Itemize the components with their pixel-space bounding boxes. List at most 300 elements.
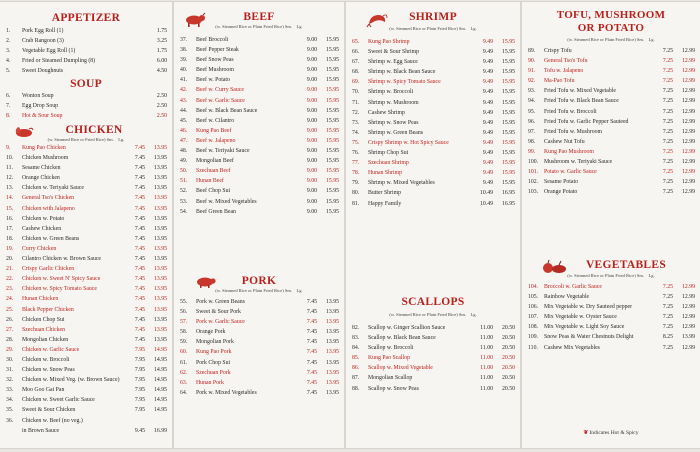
menu-item-name: Hunan Chicken (22, 296, 59, 303)
menu-item-num: 9. (6, 145, 11, 151)
menu-item-lg: 13.95 (153, 215, 167, 222)
menu-item-row (346, 333, 520, 343)
menu-item-num: 4. (6, 58, 11, 65)
menu-item-name: Pork Chop Sui (196, 359, 231, 366)
menu-item-name: Szechuan Chicken (22, 326, 65, 333)
menu-item-sm: 9.00 (306, 148, 317, 155)
menu-item-sm: 10.49 (479, 200, 493, 207)
menu-item-lg: 12.99 (681, 68, 695, 75)
menu-item-sm: 10.49 (479, 190, 493, 197)
menu-item-price: 1.75 (156, 28, 167, 34)
menu-item-lg: 14.95 (153, 397, 167, 404)
menu-item-lg: 13.95 (153, 296, 167, 303)
menu-item-lg: 14.95 (153, 367, 167, 374)
menu-item-name: Sweet Doughnuts (22, 68, 64, 75)
menu-item-lg: 12.99 (681, 304, 695, 311)
menu-item-row (522, 343, 700, 353)
menu-item-row (0, 153, 172, 163)
menu-item-row (0, 183, 172, 193)
menu-item-num: 106. (528, 304, 539, 311)
menu-item-name: Pork w. Mixed Vegetables (196, 389, 257, 396)
menu-item-name: Shrimp Chop Sui (368, 150, 409, 157)
menu-item-price: 4.50 (156, 68, 167, 75)
menu-item-num: 80. (352, 190, 360, 197)
menu-item-sm: 9.45 (134, 427, 145, 434)
menu-item-name: Fried Tofu w. Mushroom (544, 128, 603, 135)
menu-item-sm: 7.45 (134, 195, 145, 202)
menu-item-num: 91. (528, 68, 536, 75)
menu-item-num: 87. (352, 375, 360, 382)
menu-item-sm: 9.00 (306, 178, 317, 185)
menu-item-lg: 15.95 (501, 59, 515, 66)
menu-item-sm: 7.25 (662, 128, 673, 135)
menu-item-lg: 14.95 (153, 346, 167, 353)
menu-item-name: Shrimp w. Spicy Tomato Sauce (368, 79, 441, 86)
menu-item-sm: 9.49 (482, 49, 493, 56)
menu-item-name: Beef Pepper Steak (196, 47, 239, 54)
menu-item-lg: 15.95 (325, 208, 339, 215)
menu-item-name: Shrimp w. Mushroom (368, 99, 419, 106)
menu-item-name: Shrimp w. Egg Sauce (368, 59, 418, 66)
menu-item-sm: 9.00 (306, 168, 317, 175)
menu-item-lg: 12.99 (681, 88, 695, 95)
menu-item-sm: 9.49 (482, 89, 493, 96)
menu-item-lg: 15.95 (325, 168, 339, 175)
menu-item-row (522, 292, 700, 302)
menu-item-num: 22. (6, 276, 14, 283)
menu-item-row (174, 207, 344, 217)
menu-item-row (174, 45, 344, 55)
shrimp-lg-header: Lg. (470, 26, 477, 31)
menu-item-row (174, 327, 344, 337)
menu-item-row (0, 214, 172, 224)
menu-item-sm: 7.45 (306, 309, 317, 316)
menu-item-lg: 15.95 (325, 87, 339, 94)
menu-item-num: 105. (528, 294, 539, 301)
chicken-title: CHICKEN (65, 124, 123, 136)
menu-item-price: 2.50 (156, 113, 167, 120)
menu-item-num: 72. (352, 109, 360, 116)
menu-item-lg: 15.95 (325, 67, 339, 74)
menu-item-row (0, 405, 172, 415)
menu-item-lg: 15.95 (501, 119, 515, 126)
menu-item-row (0, 66, 172, 76)
menu-item-lg: 12.99 (681, 48, 695, 54)
menu-item-num: 84. (352, 345, 360, 352)
menu-item-lg: 12.99 (681, 324, 695, 331)
menu-item-row (522, 282, 700, 292)
menu-item-name: Happy Family (368, 200, 402, 207)
menu-item-row (346, 363, 520, 373)
menu-item-sm: 7.45 (134, 155, 145, 162)
menu-item-row (522, 86, 700, 96)
menu-item-row (0, 26, 172, 36)
appetizer-section (0, 12, 172, 76)
menu-item-sm: 7.25 (662, 159, 673, 166)
scallops-subtitle (346, 312, 520, 318)
menu-item-num: 97. (528, 128, 536, 135)
menu-item-name: Shrimp w. Broccoli (368, 89, 414, 96)
menu-item-name: Shrimp w. Black Bean Sauce (368, 69, 436, 76)
menu-item-row (522, 147, 700, 157)
menu-item-num: 79. (352, 180, 360, 187)
menu-item-row (346, 188, 520, 198)
menu-item-lg: 13.95 (153, 225, 167, 232)
menu-item-row (174, 317, 344, 327)
menu-item-lg: 13.95 (153, 336, 167, 343)
menu-item-name: Mix Vegetable w. Dry Sauteed pepper (544, 304, 633, 311)
menu-item-sm: 7.45 (134, 256, 145, 263)
menu-item-num: 50. (180, 168, 188, 175)
menu-item-num: 65. (352, 39, 360, 45)
menu-item-sm: 11.00 (480, 325, 493, 331)
menu-item-lg: 12.99 (681, 78, 695, 85)
menu-item-num: 12. (6, 175, 14, 182)
menu-item-num: 43. (180, 97, 188, 104)
menu-item-row (0, 335, 172, 345)
menu-item-row (522, 302, 700, 312)
menu-item-num: 70. (352, 89, 360, 96)
menu-item-name: Kung Pao Scallop (368, 355, 410, 362)
scallops-lg-header: Lg. (470, 312, 477, 317)
menu-item-row (0, 163, 172, 173)
chicken-subtitle-text: (w. Steamed Rice or Fried Rice) Sm. (47, 137, 114, 142)
menu-item-num: 95. (528, 108, 536, 115)
menu-item-name: Chicken w. Teriyaki Sauce (22, 185, 84, 192)
soup-list (0, 91, 172, 121)
menu-item-num: 60. (180, 349, 188, 356)
menu-item-sm: 7.25 (662, 58, 673, 65)
menu-item-price: 6.00 (156, 58, 167, 65)
menu-item-row (174, 307, 344, 317)
menu-item-name: Scallop w. Ginger Scallion Sauce (368, 325, 446, 331)
menu-item-row (0, 385, 172, 395)
beef-list (174, 35, 344, 217)
menu-item-sm: 7.25 (662, 324, 673, 331)
menu-item-name: Beef w. Garlic Sauce (196, 97, 245, 104)
menu-item-sm: 7.25 (662, 138, 673, 145)
vegetables-lg-header: Lg. (648, 273, 655, 278)
menu-item-lg: 13.95 (153, 306, 167, 313)
menu-item-num: 41. (180, 77, 188, 84)
menu-item-row (0, 254, 172, 264)
menu-item-row (174, 65, 344, 75)
menu-item-num: 8. (6, 113, 11, 120)
menu-item-num: 58. (180, 329, 188, 336)
menu-item-num: 18. (6, 235, 14, 242)
menu-item-sm: 9.49 (482, 99, 493, 106)
vegetables-section (522, 259, 700, 353)
menu-item-sm: 9.00 (306, 67, 317, 74)
menu-item-name: Fried Tofu w. Black Bean Sauce (544, 98, 619, 105)
menu-item-num: 99. (528, 148, 536, 155)
menu-item-name: Chicken w. Snow Peas (22, 367, 75, 374)
menu-item-sm: 7.45 (134, 336, 145, 343)
menu-item-row (346, 148, 520, 158)
menu-item-sm: 9.49 (482, 119, 493, 126)
menu-item-row (346, 108, 520, 118)
scallops-list (346, 323, 520, 394)
pig-icon (194, 275, 216, 289)
menu-item-sm: 7.25 (662, 78, 673, 85)
menu-item-name: Kung Pao Chicken (22, 145, 66, 151)
menu-item-row (522, 177, 700, 187)
spicy-legend-text: Indicates Hot & Spicy (589, 430, 639, 436)
menu-item-row (0, 305, 172, 315)
menu-item-num: 54. (180, 208, 188, 215)
menu-item-lg: 14.95 (153, 377, 167, 384)
menu-item-num: 78. (352, 170, 360, 177)
menu-item-name: Vegetable Egg Roll (1) (22, 48, 76, 55)
menu-item-name: Cilantro Chicken w. Brown Sauce (22, 256, 101, 263)
menu-item-row (174, 388, 344, 398)
menu-item-name: Kung Pao Shrimp (368, 39, 410, 45)
menu-item-lg: 13.95 (153, 276, 167, 283)
menu-item-name: Beef w. Mixed Vegetables (196, 198, 257, 205)
menu-item-name: Mongolian Chicken (22, 336, 69, 343)
menu-item-row (522, 66, 700, 76)
menu-item-name: Sweet & Sour Shrimp (368, 49, 420, 56)
menu-item-name: Chicken w. Spicy Tomato Sauce (22, 286, 97, 293)
menu-item-sm: 7.25 (662, 344, 673, 351)
menu-item-num: 11. (6, 165, 14, 172)
menu-item-lg: 14.95 (153, 387, 167, 394)
menu-item-name: General Tso's Tofu (544, 58, 588, 65)
menu-item-sm: 9.00 (306, 208, 317, 215)
menu-item-name: Ma-Pao Tofu (544, 78, 575, 85)
menu-item-row (0, 365, 172, 375)
menu-item-lg: 20.50 (501, 325, 515, 331)
menu-item-lg: 13.99 (681, 334, 695, 341)
menu-item-sm: 7.25 (662, 169, 673, 176)
menu-item-sm: 11.00 (480, 345, 493, 352)
menu-item-num: 83. (352, 335, 360, 342)
menu-item-num: 34. (6, 397, 14, 404)
menu-item-num: 85. (352, 355, 360, 362)
menu-item-lg: 13.95 (325, 349, 339, 356)
menu-item-row (522, 322, 700, 332)
appetizer-list (0, 26, 172, 76)
menu-item-sm: 7.45 (306, 339, 317, 346)
menu-item-sm: 7.25 (662, 304, 673, 311)
menu-item-num: 59. (180, 339, 188, 346)
menu-item-row (0, 395, 172, 405)
menu-item-lg: 13.95 (153, 326, 167, 333)
menu-item-lg: 15.95 (501, 69, 515, 76)
menu-item-name: Szechuan Pork (196, 369, 231, 376)
menu-item-row (0, 193, 172, 203)
menu-item-row (174, 35, 344, 45)
menu-item-lg: 13.95 (153, 316, 167, 323)
menu-item-lg: 12.99 (681, 284, 695, 290)
menu-item-name: Cashew Mix Vegetables (544, 344, 600, 351)
menu-item-name: Hunan Shrimp (368, 170, 402, 177)
menu-item-lg: 13.95 (153, 286, 167, 293)
menu-item-row (174, 197, 344, 207)
menu-item-row (0, 345, 172, 355)
cow-icon (182, 12, 206, 28)
menu-item-name: Mongolian Beef (196, 158, 234, 165)
menu-item-name: Chicken with Jalapeno (22, 205, 75, 212)
menu-item-sm: 9.49 (482, 69, 493, 76)
menu-item-lg: 13.95 (325, 359, 339, 366)
menu-item-num: 36. (6, 417, 14, 424)
menu-item-num: 90. (528, 58, 536, 65)
menu-item-num: 82. (352, 325, 360, 331)
menu-item-sm: 7.95 (134, 377, 145, 384)
menu-item-sm: 7.45 (134, 296, 145, 303)
menu-item-num: 75. (352, 139, 360, 146)
menu-item-sm: 7.45 (134, 225, 145, 232)
menu-item-row (0, 264, 172, 274)
menu-item-sm: 7.45 (134, 286, 145, 293)
menu-item-num: 42. (180, 87, 188, 94)
menu-item-num: 31. (6, 367, 14, 374)
menu-item-name: Fried Tofu w. Garlic Pepper Sauteed (544, 118, 629, 125)
menu-item-lg: 12.99 (681, 294, 695, 301)
menu-item-num: 109. (528, 334, 539, 341)
menu-item-name: Szechuan Beef (196, 168, 231, 175)
menu-item-lg: 15.95 (325, 57, 339, 64)
menu-item-sm: 9.00 (306, 117, 317, 124)
menu-item-num: 93. (528, 88, 536, 95)
menu-item-sm: 11.00 (480, 335, 493, 342)
menu-item-row (522, 96, 700, 106)
menu-item-name: General Tso's Chicken (22, 195, 75, 202)
menu-item-name: Beef w. Jalapeno (196, 137, 236, 144)
menu-item-lg: 14.95 (153, 407, 167, 414)
menu-item-sm: 7.25 (662, 48, 673, 54)
menu-item-row (346, 373, 520, 383)
menu-item-name: Orange Chicken (22, 175, 60, 182)
menu-item-name: Shrimp w. Mixed Vegetables (368, 180, 435, 187)
menu-item-row (522, 46, 700, 56)
menu-item-sm: 7.25 (662, 284, 673, 290)
soup-section (0, 78, 172, 121)
menu-panel-1 (0, 2, 172, 448)
menu-item-name: Orange Potato (544, 189, 578, 196)
beef-lg-header: Lg. (296, 24, 303, 29)
menu-item-name: Mongolian Pork (196, 339, 234, 346)
menu-item-name: Sweet & Sour Pork (196, 309, 241, 316)
menu-item-num: 21. (6, 266, 14, 273)
menu-item-row (0, 56, 172, 66)
menu-item-sm: 7.95 (134, 387, 145, 394)
shrimp-section (346, 11, 520, 209)
menu-item-num: 29. (6, 346, 14, 353)
menu-item-lg: 14.95 (153, 356, 167, 363)
menu-item-num: 96. (528, 118, 536, 125)
menu-item-name: Wonton Soup (22, 93, 54, 99)
vegetables-subtitle-text: (w. Steamed Rice or Plain Fried Rice) Sm. (567, 273, 644, 278)
menu-item-name: Chicken w. Potato (22, 215, 65, 222)
menu-item-sm: 7.45 (134, 205, 145, 212)
menu-item-sm: 9.00 (306, 127, 317, 134)
menu-item-num: 45. (180, 117, 188, 124)
menu-item-name: Beef Broccoli (196, 37, 229, 43)
menu-item-num: 55. (180, 299, 188, 305)
menu-item-name: Snow Peas & Water Chestnuts Delight (544, 334, 634, 341)
menu-item-num: 52. (180, 188, 188, 195)
menu-item-name: Cashew Nut Tofu (544, 138, 585, 145)
menu-item-row (522, 137, 700, 147)
menu-item-name: Broccoli w. Garlic Sauce (544, 284, 602, 290)
menu-item-name: Beef Mushroom (196, 67, 234, 74)
menu-item-num: 110. (528, 344, 538, 351)
menu-item-row (0, 294, 172, 304)
menu-item-row (174, 166, 344, 176)
menu-item-row (346, 118, 520, 128)
menu-item-lg: 16.99 (153, 427, 167, 434)
tofu-list (522, 46, 700, 197)
menu-item-num: 48. (180, 148, 188, 155)
tofu-subtitle (522, 37, 700, 43)
menu-item-sm: 7.45 (306, 369, 317, 376)
tofu-subtitle-text: (w. Steamed Rice or Plain Fried Rice) Sm. (567, 37, 644, 42)
menu-item-num: 13. (6, 185, 14, 192)
menu-item-sm: 7.95 (134, 356, 145, 363)
menu-item-num: 44. (180, 107, 188, 114)
menu-item-lg: 12.99 (681, 138, 695, 145)
menu-item-name: Tofu w. Jalapeno (544, 68, 584, 75)
menu-item-name: Chicken Chop Sui (22, 316, 65, 323)
menu-item-row (346, 77, 520, 87)
menu-item-row (522, 107, 700, 117)
menu-item-price: 2.50 (156, 103, 167, 110)
menu-item-num: 56. (180, 309, 188, 316)
menu-item-name: Hunan Pork (196, 379, 224, 386)
menu-item-num: 17. (6, 225, 14, 232)
menu-item-sm: 7.25 (662, 88, 673, 95)
menu-item-sm: 7.45 (134, 245, 145, 252)
menu-item-price: 3.25 (156, 38, 167, 45)
chicken-list (0, 143, 172, 436)
menu-item-sm: 7.45 (134, 276, 145, 283)
menu-item-num: 23. (6, 286, 14, 293)
menu-item-row (0, 244, 172, 254)
menu-item-name: Sesame Potato (544, 179, 578, 186)
menu-item-row (0, 224, 172, 234)
menu-item-sm: 8.25 (662, 334, 673, 341)
menu-item-lg: 13.95 (153, 175, 167, 182)
menu-item-num: 53. (180, 198, 188, 205)
menu-item-num: 25. (6, 306, 14, 313)
menu-item-num: 61. (180, 359, 188, 366)
menu-item-name: Beef w. Potato (196, 77, 230, 84)
menu-item-num: 94. (528, 98, 536, 105)
menu-item-row (522, 312, 700, 322)
menu-item-num: 14. (6, 195, 14, 202)
menu-item-sm: 7.25 (662, 98, 673, 105)
menu-item-num: 46. (180, 127, 188, 134)
menu-item-lg: 12.99 (681, 108, 695, 115)
menu-item-num: 103. (528, 189, 539, 196)
menu-item-lg: 15.95 (325, 117, 339, 124)
menu-item-num: 33. (6, 387, 14, 394)
menu-item-sm: 7.45 (306, 359, 317, 366)
menu-item-sm: 9.00 (306, 77, 317, 84)
menu-item-sm: 9.49 (482, 139, 493, 146)
menu-item-lg: 15.95 (325, 198, 339, 205)
menu-item-name: Kung Pao Beef (196, 127, 232, 134)
menu-item-price: 1.75 (156, 48, 167, 55)
menu-panel-4 (522, 2, 700, 448)
menu-item-name: Orange Pork (196, 329, 226, 336)
chicken-section (0, 124, 172, 436)
menu-item-name: Mongolian Scallop (368, 375, 413, 382)
menu-item-lg: 15.95 (501, 49, 515, 56)
menu-item-name: Curry Chicken (22, 245, 57, 252)
